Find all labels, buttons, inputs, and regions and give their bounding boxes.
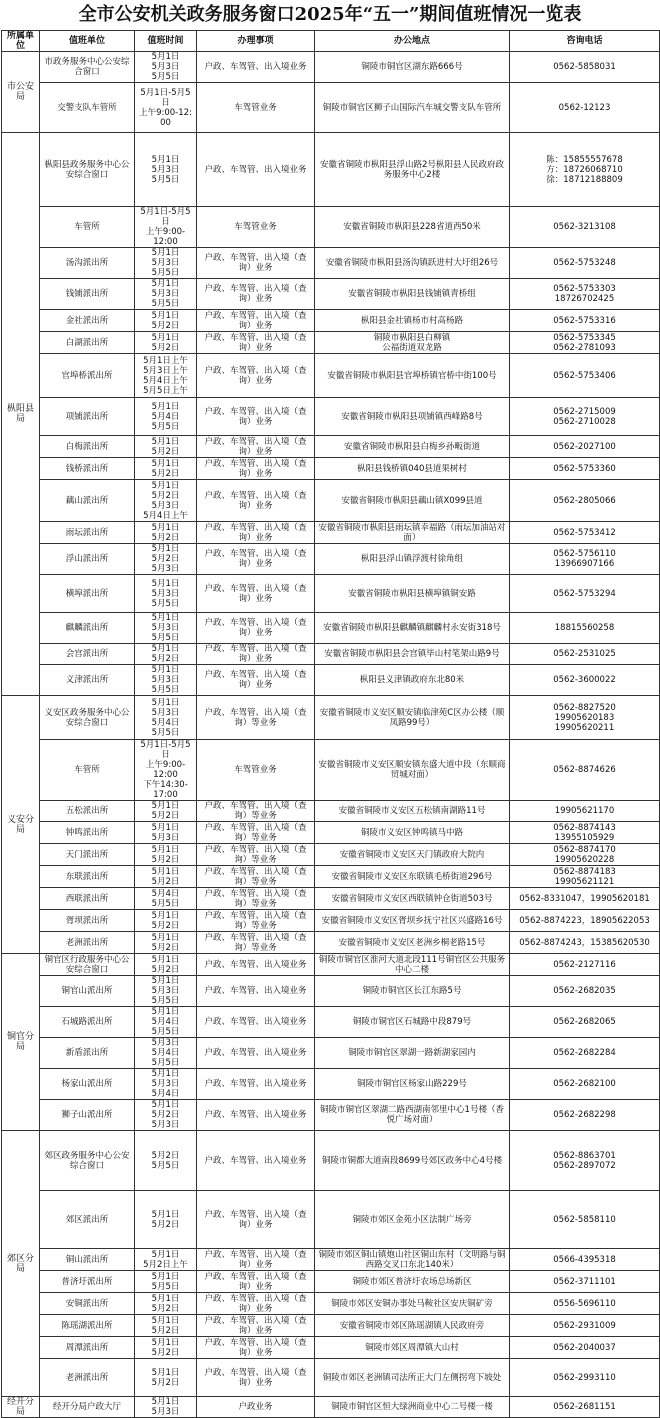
time-cell: 5月1日 5月2日 <box>135 844 197 866</box>
bureau-cell: 枞阳县局 <box>2 133 40 696</box>
business-cell: 户政、车驾管、出入境（查询）业务 <box>197 644 315 665</box>
time-cell: 5月1日 5月2日 <box>135 1293 197 1315</box>
unit-cell: 东联派出所 <box>40 866 135 888</box>
address-cell: 枞阳县金社镇杨市村高杨路 <box>315 310 510 332</box>
header-address: 办公地点 <box>315 31 510 52</box>
header-business: 办理事项 <box>197 31 315 52</box>
unit-cell: 麒麟派出所 <box>40 613 135 644</box>
table-row <box>2 910 660 932</box>
phone-cell: 0556-5696110 <box>510 1293 660 1315</box>
table-row <box>2 133 660 207</box>
table-row <box>2 1007 660 1038</box>
time-cell: 5月1日 5月3日 5月5日 <box>135 133 197 207</box>
address-cell: 安徽省铜陵市枞阳县汤沟镇跃进村大圩组26号 <box>315 248 510 279</box>
time-cell: 5月1日 5月2日 5月3日 5月4日上午 <box>135 480 197 522</box>
unit-cell: 车管所 <box>40 740 135 801</box>
unit-cell: 官埠桥派出所 <box>40 354 135 398</box>
table-row <box>2 207 660 248</box>
unit-cell: 市政务服务中心公安综合窗口 <box>40 52 135 83</box>
table-row <box>2 1131 660 1191</box>
time-cell: 5月1日 5月2日 <box>135 458 197 480</box>
phone-cell: 0562-3213108 <box>510 207 660 248</box>
business-cell: 车驾管业务 <box>197 207 315 248</box>
bureau-cell: 经开分局 <box>2 1397 40 1418</box>
phone-cell: 0562-5753294 <box>510 575 660 613</box>
phone-cell: 0562-5858031 <box>510 52 660 83</box>
address-cell: 安徽省铜陵市枞阳县横埠镇铜安路 <box>315 575 510 613</box>
business-cell: 户政、车驾管、出入境（查询）业务 <box>197 1249 315 1271</box>
time-cell: 5月1日 5月2日 5月3日 <box>135 1100 197 1131</box>
table-row <box>2 354 660 398</box>
business-cell: 户政、车驾管、出入境（查询）业务 <box>197 248 315 279</box>
phone-cell: 0562-2681151 <box>510 1397 660 1418</box>
time-cell: 5月1日上午 5月3日上午 5月4日上午 5月5日上午 <box>135 354 197 398</box>
unit-cell: 西联派出所 <box>40 888 135 910</box>
unit-cell: 杨家山派出所 <box>40 1069 135 1100</box>
phone-cell: 0562-2127116 <box>510 954 660 976</box>
business-cell: 户政、车驾管、出入境（查询）业务 <box>197 1359 315 1397</box>
header-time: 值班时间 <box>135 31 197 52</box>
time-cell: 5月1日 5月2日 <box>135 310 197 332</box>
phone-cell: 0562-8331047，19905620181 <box>510 888 660 910</box>
business-cell: 户政、车驾管、出入境（查询）业务 <box>197 332 315 354</box>
address-cell: 铜陵市郊区金苑小区法制广场旁 <box>315 1191 510 1249</box>
table-row <box>2 332 660 354</box>
unit-cell: 横埠派出所 <box>40 575 135 613</box>
table-row <box>2 1315 660 1337</box>
address-cell: 安徽省铜陵市枞阳县钱铺镇青桥组 <box>315 279 510 310</box>
address-cell: 安徽省铜陵市枞阳县浮山路2号枞阳县人民政府政务服务中心2楼 <box>315 133 510 207</box>
address-cell: 安徽省铜陵市枞阳县会宫镇毕山村笔架山路9号 <box>315 644 510 665</box>
phone-cell: 0562-2027100 <box>510 436 660 458</box>
address-cell: 安徽省铜陵市枞阳县麒麟镇麒麟村永安街318号 <box>315 613 510 644</box>
unit-cell: 浮山派出所 <box>40 544 135 575</box>
unit-cell: 新盾派出所 <box>40 1038 135 1069</box>
unit-cell: 陈瑶湖派出所 <box>40 1315 135 1337</box>
address-cell: 铜陵市郊区铜山镇炮山社区铜山东村（文明路与铜西路交叉口东北140米） <box>315 1249 510 1271</box>
phone-cell: 0562-5753360 <box>510 458 660 480</box>
phone-cell: 0562-2040037 <box>510 1337 660 1359</box>
unit-cell: 义津派出所 <box>40 665 135 696</box>
time-cell: 5月1日 5月2日 <box>135 522 197 544</box>
bureau-cell: 铜官分局 <box>2 954 40 1131</box>
address-cell: 安徽省铜陵市义安区顺安镇东盛大道中段（东顺商贸城对面） <box>315 740 510 801</box>
table-row <box>2 279 660 310</box>
bureau-cell: 义安分局 <box>2 696 40 954</box>
business-cell: 户政、车驾管、出入境（查询）业务 <box>197 522 315 544</box>
unit-cell: 铜官区行政服务中心公安综合窗口 <box>40 954 135 976</box>
table-row <box>2 436 660 458</box>
address-cell: 铜陵市枞阳县白柳镇 公福街道双龙路 <box>315 332 510 354</box>
table-row <box>2 52 660 83</box>
unit-cell: 胥坝派出所 <box>40 910 135 932</box>
address-cell: 铜陵市铜官区恒大绿洲商业中心二号楼一楼 <box>315 1397 510 1418</box>
phone-cell: 0562-2682100 <box>510 1069 660 1100</box>
unit-cell: 白梅派出所 <box>40 436 135 458</box>
table-row <box>2 822 660 844</box>
unit-cell: 天门派出所 <box>40 844 135 866</box>
time-cell: 5月1日 5月2日 <box>135 954 197 976</box>
table-row <box>2 83 660 133</box>
address-cell: 枞阳县钱桥镇040县道果树村 <box>315 458 510 480</box>
business-cell: 户政、车驾管、出入境（查询）等业务 <box>197 822 315 844</box>
business-cell: 户政、车驾管、出入境业务 <box>197 1007 315 1038</box>
address-cell: 枞阳县浮山镇浮渡村徐角组 <box>315 544 510 575</box>
phone-cell: 0562-5756110 13966907166 <box>510 544 660 575</box>
table-row <box>2 644 660 665</box>
business-cell: 户政、车驾管、出入境业务 <box>197 133 315 207</box>
business-cell: 户政、车驾管、出入境（查询）等业务 <box>197 888 315 910</box>
time-cell: 5月1日 5月3日 <box>135 1397 197 1418</box>
time-cell: 5月1日 5月3日 5月4日 <box>135 1069 197 1100</box>
unit-cell: 普济圩派出所 <box>40 1271 135 1293</box>
bureau-cell: 郊区分局 <box>2 1131 40 1397</box>
address-cell: 铜陵市义安区钟鸣镇马中路 <box>315 822 510 844</box>
address-cell: 安徽省铜陵市义安区天门镇政府大院内 <box>315 844 510 866</box>
time-cell: 5月1日 5月2日 <box>135 910 197 932</box>
time-cell: 5月1日 5月2日 <box>135 1359 197 1397</box>
time-cell: 5月1日 5月3日 5月5日 <box>135 613 197 644</box>
phone-cell: 0562-5858110 <box>510 1191 660 1249</box>
unit-cell: 钱铺派出所 <box>40 279 135 310</box>
phone-cell: 0562-12123 <box>510 83 660 133</box>
address-cell: 安徽省铜陵市义安区胥坝乡抚宁社区兴盛路16号 <box>315 910 510 932</box>
business-cell: 户政、车驾管、出入境（查询）业务 <box>197 665 315 696</box>
phone-cell: 0562-5753316 <box>510 310 660 332</box>
unit-cell: 会宫派出所 <box>40 644 135 665</box>
unit-cell: 汤沟派出所 <box>40 248 135 279</box>
unit-cell: 交警支队车管所 <box>40 83 135 133</box>
unit-cell: 金社派出所 <box>40 310 135 332</box>
address-cell: 安徽省铜陵市郊区陈瑶湖镇人民政府旁 <box>315 1315 510 1337</box>
phone-cell: 0562-2715009 0562-2710028 <box>510 398 660 436</box>
phone-cell: 0562-5753412 <box>510 522 660 544</box>
address-cell: 铜陵市铜官区翠湖一路新湖家园内 <box>315 1038 510 1069</box>
unit-cell: 铜官山派出所 <box>40 976 135 1007</box>
header-phone: 咨询电话 <box>510 31 660 52</box>
time-cell: 5月1日 5月2日 <box>135 1315 197 1337</box>
unit-cell: 郊区政务服务中心公安综合窗口 <box>40 1131 135 1191</box>
address-cell: 铜陵市郊区老洲镇司法所正大门左侧拐弯下坡处 <box>315 1359 510 1397</box>
business-cell: 户政、车驾管、出入境（查询）等业务 <box>197 910 315 932</box>
unit-cell: 石城路派出所 <box>40 1007 135 1038</box>
time-cell: 5月1日 5月4日 5月5日 <box>135 1007 197 1038</box>
phone-cell: 0562-8863701 0562-2897072 <box>510 1131 660 1191</box>
table-row <box>2 844 660 866</box>
business-cell: 户政、车驾管、出入境业务 <box>197 954 315 976</box>
address-cell: 安徽省铜陵市枞阳县项铺镇西峰路8号 <box>315 398 510 436</box>
business-cell: 户政、车驾管、出入境（查询）业务 <box>197 1315 315 1337</box>
business-cell: 户政、车驾管、出入境（查询）业务 <box>197 575 315 613</box>
business-cell: 户政、车驾管、出入境（查询）业务 <box>197 354 315 398</box>
phone-cell: 0562-8874626 <box>510 740 660 801</box>
table-row <box>2 1038 660 1069</box>
time-cell: 5月1日 5月2日 <box>135 1337 197 1359</box>
address-cell: 铜陵市铜官区杨家山路229号 <box>315 1069 510 1100</box>
business-cell: 户政、车驾管、出入境业务 <box>197 1038 315 1069</box>
address-cell: 铜陵市铜官区湖东路666号 <box>315 52 510 83</box>
table-row <box>2 696 660 740</box>
phone-cell: 19905621170 <box>510 801 660 822</box>
business-cell: 户政、车驾管、出入境（查询）业务 <box>197 480 315 522</box>
table-row <box>2 1100 660 1131</box>
address-cell: 枞阳县义津镇政府东北80米 <box>315 665 510 696</box>
phone-cell: 陈：15855557678 方：18726068710 徐：18712188809 <box>510 133 660 207</box>
time-cell: 5月1日 5月2日 <box>135 436 197 458</box>
phone-cell: 0562-2682298 <box>510 1100 660 1131</box>
address-cell: 铜陵市铜官区石城路中段879号 <box>315 1007 510 1038</box>
unit-cell: 车管所 <box>40 207 135 248</box>
business-cell: 户政、车驾管、出入境（查询）等业务 <box>197 696 315 740</box>
unit-cell: 老洲派出所 <box>40 1359 135 1397</box>
phone-cell: 0562-2805066 <box>510 480 660 522</box>
phone-cell: 0562-8874170 19905620228 <box>510 844 660 866</box>
time-cell: 5月1日 5月2日 5月3日 <box>135 544 197 575</box>
header-row <box>2 31 660 52</box>
phone-cell: 0562-8874223，18905622053 <box>510 910 660 932</box>
phone-cell: 0562-2682284 <box>510 1038 660 1069</box>
business-cell: 户政、车驾管、出入境（查询）业务 <box>197 279 315 310</box>
duty-table <box>1 30 660 1418</box>
address-cell: 安徽省铜陵市枞阳县白梅乡孙畈街道 <box>315 436 510 458</box>
table-row <box>2 1271 660 1293</box>
time-cell: 5月1日 5月2日 <box>135 1191 197 1249</box>
table-row <box>2 665 660 696</box>
address-cell: 铜陵市铜都大道南段8699号郊区政务中心4号楼 <box>315 1131 510 1191</box>
business-cell: 户政、车驾管、出入境（查询）业务 <box>197 1337 315 1359</box>
time-cell: 5月1日-5月5日 上午9:00- 12:00 <box>135 207 197 248</box>
business-cell: 户政、车驾管、出入境（查询）业务 <box>197 310 315 332</box>
unit-cell: 铜山派出所 <box>40 1249 135 1271</box>
phone-cell: 0562-8827520 19905620183 19905620211 <box>510 696 660 740</box>
time-cell: 5月1日 5月3日 5月5日 <box>135 279 197 310</box>
unit-cell: 五松派出所 <box>40 801 135 822</box>
business-cell: 车驾管业务 <box>197 83 315 133</box>
business-cell: 户政、车驾管、出入境（查询）等业务 <box>197 801 315 822</box>
time-cell: 5月3日 5月4日 5月5日 <box>135 1038 197 1069</box>
time-cell: 5月1日 5月2日 <box>135 644 197 665</box>
business-cell: 户政、车驾管、出入境（查询）等业务 <box>197 844 315 866</box>
table-row <box>2 248 660 279</box>
table-row <box>2 522 660 544</box>
table-row <box>2 1293 660 1315</box>
time-cell: 5月1日 5月2日 <box>135 332 197 354</box>
address-cell: 安徽省铜陵市义安区顺安镇临津苑C区办公楼（顺凤路99号） <box>315 696 510 740</box>
table-row <box>2 1359 660 1397</box>
phone-cell: 0562-5753406 <box>510 354 660 398</box>
time-cell: 5月1日 5月2日 <box>135 932 197 954</box>
header-unit: 值班单位 <box>40 31 135 52</box>
table-row <box>2 1337 660 1359</box>
table-body <box>2 52 660 1418</box>
table-row <box>2 740 660 801</box>
unit-cell: 钱桥派出所 <box>40 458 135 480</box>
table-row <box>2 976 660 1007</box>
business-cell: 户政、车驾管、出入境（查询）业务 <box>197 544 315 575</box>
time-cell: 5月1日 5月4日 5月5日 <box>135 398 197 436</box>
table-row <box>2 1249 660 1271</box>
phone-cell: 0562-8874143 13955105929 <box>510 822 660 844</box>
table-row <box>2 1191 660 1249</box>
phone-cell: 0562-3711101 <box>510 1271 660 1293</box>
unit-cell: 狮子山派出所 <box>40 1100 135 1131</box>
address-cell: 铜陵市铜官区狮子山国际汽车城交警支队车管所 <box>315 83 510 133</box>
unit-cell: 钟鸣派出所 <box>40 822 135 844</box>
table-row <box>2 866 660 888</box>
business-cell: 户政、车驾管、出入境（查询）业务 <box>197 1271 315 1293</box>
address-cell: 铜陵市铜官区翠湖二路西湖南邻里中心1号楼（香悦广场对面） <box>315 1100 510 1131</box>
phone-cell: 0562-5753303 18726702425 <box>510 279 660 310</box>
business-cell: 户政、车驾管、出入境业务 <box>197 976 315 1007</box>
phone-cell: 0562-5753248 <box>510 248 660 279</box>
address-cell: 铜陵市郊区安铜办事处马鞍社区安庆铜矿旁 <box>315 1293 510 1315</box>
business-cell: 户政、车驾管、出入境（查询）等业务 <box>197 932 315 954</box>
unit-cell: 郊区派出所 <box>40 1191 135 1249</box>
phone-cell: 0562-2531025 <box>510 644 660 665</box>
time-cell: 5月1日 5月3日 5月5日 <box>135 976 197 1007</box>
business-cell: 户政、车驾管、出入境（查询）业务 <box>197 398 315 436</box>
address-cell: 铜陵市铜官区淮河大道北段111号铜官区公共服务中心二楼 <box>315 954 510 976</box>
phone-cell: 0562-2931009 <box>510 1315 660 1337</box>
business-cell: 户政、车驾管、出入境业务 <box>197 1131 315 1191</box>
phone-cell: 0562-3600022 <box>510 665 660 696</box>
table-row <box>2 888 660 910</box>
address-cell: 安徽省铜陵市义安区西联镇钟仓街道503号 <box>315 888 510 910</box>
business-cell: 户政、车驾管、出入境（查询）业务 <box>197 613 315 644</box>
phone-cell: 0562-8874183 19905621121 <box>510 866 660 888</box>
business-cell: 户政、车驾管、出入境（查询）业务 <box>197 1293 315 1315</box>
table-row <box>2 575 660 613</box>
phone-cell: 0562-2682035 <box>510 976 660 1007</box>
address-cell: 安徽省铜陵市义安区东联镇毛桥街道296号 <box>315 866 510 888</box>
phone-cell: 0562-5753345 0562-2781093 <box>510 332 660 354</box>
phone-cell: 18815560258 <box>510 613 660 644</box>
time-cell: 5月1日 5月3日 5月5日 <box>135 52 197 83</box>
address-cell: 安徽省铜陵市义安区老洲乡桐老路15号 <box>315 932 510 954</box>
time-cell: 5月1日 5月3日 5月5日 <box>135 665 197 696</box>
address-cell: 安徽省铜陵市枞阳县雨坛镇幸福路（雨坛加油站对面） <box>315 522 510 544</box>
unit-cell: 老洲派出所 <box>40 932 135 954</box>
business-cell: 户政、车驾管、出入境（查询）等业务 <box>197 866 315 888</box>
table-row <box>2 480 660 522</box>
address-cell: 安徽省铜陵市枞阳县藕山镇X099县道 <box>315 480 510 522</box>
time-cell: 5月2日 5月5日 <box>135 1131 197 1191</box>
unit-cell: 经开分局户政大厅 <box>40 1397 135 1418</box>
table-row <box>2 613 660 644</box>
unit-cell: 项铺派出所 <box>40 398 135 436</box>
business-cell: 户政、车驾管、出入境业务 <box>197 52 315 83</box>
business-cell: 户政、车驾管、出入境（查询）业务 <box>197 436 315 458</box>
unit-cell: 安铜派出所 <box>40 1293 135 1315</box>
unit-cell: 雨坛派出所 <box>40 522 135 544</box>
unit-cell: 周潭派出所 <box>40 1337 135 1359</box>
address-cell: 安徽省铜陵市义安区五松镇南湖路11号 <box>315 801 510 822</box>
time-cell: 5月1日 5月3日 5月4日 5月5日 <box>135 696 197 740</box>
phone-cell: 0562-2682065 <box>510 1007 660 1038</box>
time-cell: 5月1日 5月5日 <box>135 1271 197 1293</box>
business-cell: 户政、车驾管、出入境（查询）业务 <box>197 458 315 480</box>
time-cell: 5月1日 5月2日上午 <box>135 1249 197 1271</box>
business-cell: 户政、车驾管、出入境业务 <box>197 1100 315 1131</box>
phone-cell: 0562-8874243，15385620530 <box>510 932 660 954</box>
business-cell: 户政、车驾管、出入境业务 <box>197 1069 315 1100</box>
table-row <box>2 801 660 822</box>
table-row <box>2 1397 660 1418</box>
unit-cell: 枞阳县政务服务中心公安综合窗口 <box>40 133 135 207</box>
table-row <box>2 932 660 954</box>
phone-cell: 0566-4395318 <box>510 1249 660 1271</box>
time-cell: 5月1日 5月3日 5月5日 <box>135 248 197 279</box>
header-bureau: 所属单位 <box>2 31 40 52</box>
address-cell: 铜陵市郊区周潭镇大山村 <box>315 1337 510 1359</box>
bureau-cell: 市公安局 <box>2 52 40 133</box>
address-cell: 安徽省铜陵市枞阳县官埠桥镇官桥中街100号 <box>315 354 510 398</box>
business-cell: 户政、车驾管、出入境（查询）业务 <box>197 1191 315 1249</box>
time-cell: 5月1日-5月5日 上午9:00-12:00 <box>135 83 197 133</box>
business-cell: 车驾管业务 <box>197 740 315 801</box>
time-cell: 5月1日 5月3日 <box>135 822 197 844</box>
phone-cell: 0562-2993110 <box>510 1359 660 1397</box>
address-cell: 安徽省铜陵市枞阳县228省道西50米 <box>315 207 510 248</box>
time-cell: 5月1日 5月2日 <box>135 801 197 822</box>
table-row <box>2 458 660 480</box>
time-cell: 5月1日 5月2日 <box>135 866 197 888</box>
table-row <box>2 954 660 976</box>
time-cell: 5月4日 5月5日 <box>135 888 197 910</box>
address-cell: 铜陵市铜官区长江东路5号 <box>315 976 510 1007</box>
unit-cell: 白湖派出所 <box>40 332 135 354</box>
address-cell: 铜陵市郊区普济圩农场总场新区 <box>315 1271 510 1293</box>
unit-cell: 藕山派出所 <box>40 480 135 522</box>
time-cell: 5月1日 5月3日 5月5日 <box>135 575 197 613</box>
table-row <box>2 398 660 436</box>
table-row <box>2 1069 660 1100</box>
unit-cell: 义安区政务服务中心公安综合窗口 <box>40 696 135 740</box>
business-cell: 户政业务 <box>197 1397 315 1418</box>
page-title: 全市公安机关政务服务窗口2025年“五一”期间值班情况一览表 <box>78 4 582 25</box>
time-cell: 5月1日-5月5日 上午9:00- 12:00 下午14:30- 17:00 <box>135 740 197 801</box>
table-row <box>2 544 660 575</box>
table-row <box>2 310 660 332</box>
